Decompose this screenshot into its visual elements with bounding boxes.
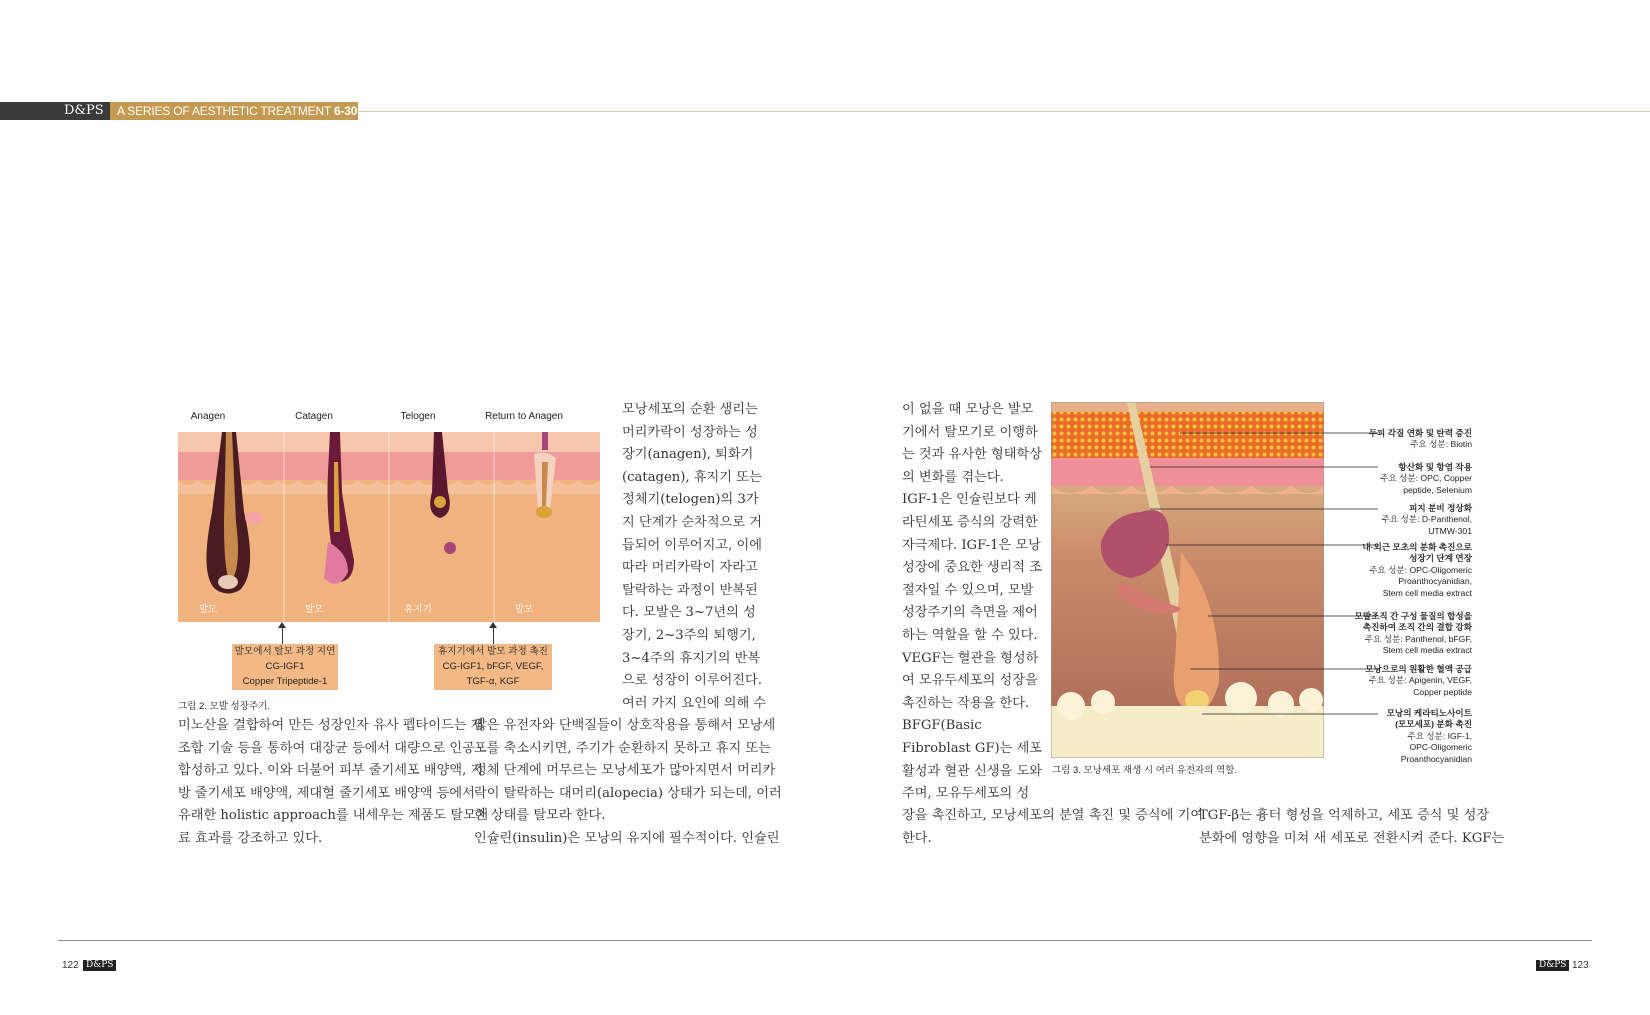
annotation-title: 모낭의 케라티노사이트	[1386, 708, 1472, 718]
header-brand: D&PS	[64, 103, 104, 118]
annotation-item	[1322, 708, 1472, 765]
annotation-title: 항산화 및 항염 작용	[1398, 462, 1472, 472]
box-line: 발모에서 탈모 과정 지연	[234, 646, 336, 657]
text-line: 지 단계가 순차적으로 거	[622, 514, 762, 530]
annotation-ingredients: 주요 성분: Panthenol, bFGF,	[1364, 633, 1472, 644]
arrow-up-icon	[278, 622, 286, 628]
text-line: 성장주기의 측면을 제어	[902, 605, 1038, 621]
annotation-ingredients: 주요 성분: OPC-Oligomeric	[1369, 564, 1472, 575]
figure3-caption: 그림 3. 모낭세포 재생 시 여러 유전자의 역할.	[1052, 765, 1238, 776]
annotation-title: 성장기 단계 연장	[1409, 553, 1472, 564]
annotation-title: (모모세포) 분화 촉진	[1395, 719, 1472, 730]
text-column-right-last	[1199, 805, 1504, 850]
annotation-title: 내·외근 모초의 분화 촉진으로	[1362, 542, 1472, 552]
text-line: 탈락하는 과정이 반복된	[622, 582, 758, 598]
text-line: 장기(anagen), 퇴화기	[622, 447, 754, 463]
text-line: 성장에 중요한 생리적 조	[902, 560, 1042, 576]
header-rule	[358, 111, 1650, 112]
box-delay-catagen	[232, 644, 338, 690]
page-number-left: 122	[62, 960, 79, 971]
box-line: CG-IGF1	[265, 661, 305, 672]
phase-label: Anagen	[190, 411, 226, 422]
text-line: IGF-1은 인슐린보다 케	[902, 492, 1037, 508]
annotation-title: 모발조직 간 구성 물질의 합성을	[1354, 611, 1472, 621]
figure2-caption: 그림 2. 모발 성장주기.	[178, 701, 270, 712]
text-column-left	[178, 715, 489, 851]
series-issue: 6-30	[333, 104, 358, 118]
text-line: 정체 단계에 머무르는 모낭세포가 많아지면서 머리카	[474, 763, 776, 779]
text-line: 하는 역할을 할 수 있다.	[902, 627, 1038, 643]
annotation-item	[1322, 664, 1472, 698]
header-series	[117, 102, 357, 120]
text-line: BFGF(Basic	[902, 718, 982, 734]
box-promote-anagen	[434, 644, 552, 690]
annotation-ingredients: 주요 성분: IGF-1,	[1407, 730, 1472, 741]
text-line: 3~4주의 휴지기의 반복	[622, 650, 761, 666]
annotation-ingredients: UTMW-301	[1428, 525, 1472, 536]
arrow-up-icon	[489, 622, 497, 628]
annotation-ingredients: OPC-Oligomeric	[1409, 742, 1472, 753]
text-line: 료 효과를 강조하고 있다.	[178, 830, 323, 846]
phase-label: Catagen	[295, 411, 333, 422]
text-line: 활성과 혈관 신생을 도와	[902, 763, 1042, 779]
annotation-ingredients: Proanthocyanidian	[1400, 753, 1472, 764]
text-line: (catagen), 휴지기 또는	[622, 469, 762, 485]
text-line: 분화에 영향을 미쳐 새 세포로 전환시켜 준다. KGF는	[1199, 830, 1505, 846]
text-line: 조합 기술 등을 통하여 대장균 등에서 대량으로 인공	[178, 740, 475, 756]
annotation-ingredients: 주요 성분: Biotin	[1410, 439, 1472, 450]
page-number-right: 123	[1572, 960, 1589, 971]
text-line: 의 변화를 겪는다.	[902, 469, 1004, 485]
text-column-growth-factors	[902, 399, 1042, 806]
text-line: 절자일 수 있으며, 모발	[902, 582, 1034, 598]
text-line: Fibroblast GF)는 세포	[902, 740, 1043, 756]
text-line: 으로 성장이 이루어진다.	[622, 673, 762, 689]
footer-logo-right: D&PS	[1536, 960, 1569, 971]
text-line: 유래한 holistic approach를 내세우는 제품도 탈모치	[178, 808, 489, 824]
box-line: TGF-α, KGF	[466, 676, 520, 687]
text-line: 한다.	[902, 830, 932, 846]
phase-label-ko: 탈모	[304, 604, 324, 615]
text-line: 합성하고 있다. 이와 더불어 피부 줄기세포 배양액, 지	[178, 763, 484, 779]
text-line: 자극제다. IGF-1은 모낭	[902, 537, 1041, 553]
phase-label-ko: 휴지기	[404, 604, 432, 615]
text-line: 기에서 탈모기로 이행하	[902, 424, 1038, 440]
annotation-ingredients: peptide, Selenium	[1403, 484, 1472, 495]
text-line: 주며, 모유두세포의 성	[902, 786, 1030, 802]
text-line: 장기, 2~3주의 퇴행기,	[622, 627, 756, 643]
text-line: 많은 유전자와 단백질들이 상호작용을 통해서 모낭세	[474, 718, 776, 733]
text-line: 듭되어 이루어지고, 이에	[622, 537, 762, 553]
text-line: 정체기(telogen)의 3가	[622, 492, 759, 508]
text-line: TGF-β는 흉터 형성을 억제하고, 세포 증식 및 성장	[1199, 808, 1490, 823]
text-line: 방 줄기세포 배양액, 제대혈 줄기세포 배양액 등에서	[178, 785, 475, 801]
text-column-middle	[474, 715, 782, 851]
series-title: A SERIES OF AESTHETIC TREATMENT	[117, 104, 331, 118]
phase-label-ko: 발모	[198, 604, 218, 615]
text-line: 여 모유두세포의 성장을	[902, 673, 1038, 689]
text-line: 이 없을 때 모낭은 발모	[902, 402, 1034, 417]
annotation-item	[1322, 542, 1472, 599]
text-line: 락이 탈락하는 대머리(alopecia) 상태가 되는데, 이러	[474, 785, 782, 801]
text-column-cycle	[622, 399, 766, 715]
text-line: 머리카락이 성장하는 성	[622, 424, 758, 440]
annotation-title: 피지 분비 정상화	[1409, 503, 1472, 513]
annotation-ingredients: Copper peptide	[1413, 686, 1472, 697]
annotation-title: 촉진하여 조직 간의 결합 강화	[1362, 622, 1472, 633]
annotation-ingredients: 주요 성분: D-Panthenol,	[1381, 514, 1472, 525]
annotation-item	[1322, 611, 1472, 657]
annotation-title: 두피 각질 연화 및 탄력 증진	[1368, 428, 1472, 438]
text-line: 는 것과 유사한 형태학상	[902, 447, 1042, 463]
text-line: VEGF는 혈관을 형성하	[902, 650, 1039, 666]
footer-logo-left: D&PS	[83, 960, 116, 971]
text-line: 한 상태를 탈모라 한다.	[474, 808, 606, 824]
footer-rule	[58, 940, 1592, 941]
text-line: 포를 축소시키면, 주기가 순환하지 못하고 휴지 또는	[474, 740, 771, 756]
text-column-right-bottom	[902, 805, 1203, 850]
annotation-ingredients: 주요 성분: OPC, Copper	[1380, 473, 1472, 484]
text-line: 다. 모발은 3~7년의 성	[622, 605, 756, 621]
text-line: 라틴세포 증식의 강력한	[902, 514, 1038, 530]
text-line: 모낭세포의 순환 생리는	[622, 402, 758, 417]
box-line: CG-IGF1, bFGF, VEGF,	[442, 661, 544, 672]
annotation-item	[1322, 503, 1472, 537]
figure-hair-cycle	[178, 408, 600, 698]
annotation-ingredients: Stem cell media extract	[1382, 645, 1472, 656]
box-line: 휴지기에서 발모 과정 촉진	[438, 646, 548, 657]
text-line: 따라 머리카락이 자라고	[622, 560, 758, 576]
text-line: 여러 가지 요인에 의해 수	[622, 695, 767, 711]
phase-label: Return to Anagen	[485, 411, 563, 422]
annotation-ingredients: Proanthocyanidian,	[1398, 576, 1472, 587]
annotation-ingredients: 주요 성분: Apigenin, VEGF,	[1368, 675, 1472, 686]
phase-label-ko: 발모	[514, 604, 534, 615]
annotation-title: 모낭으로의 원활한 혈액 공급	[1365, 664, 1472, 674]
annotation-item	[1322, 428, 1472, 451]
phase-label: Telogen	[400, 411, 436, 422]
box-line: Copper Tripeptide-1	[242, 676, 328, 687]
hair-cycle-illustration	[178, 432, 600, 622]
text-line: 촉진하는 작용을 한다.	[902, 695, 1030, 711]
text-line: 장을 촉진하고, 모낭세포의 분열 촉진 및 증식에 기여	[902, 808, 1204, 823]
text-line: 인슐린(insulin)은 모낭의 유지에 필수적이다. 인슐린	[474, 830, 780, 846]
annotation-item	[1322, 462, 1472, 496]
text-line: 미노산을 결합하여 만든 성장인자 유사 펩타이드는 재	[178, 718, 484, 733]
annotation-ingredients: Stem cell media extract	[1382, 587, 1472, 598]
